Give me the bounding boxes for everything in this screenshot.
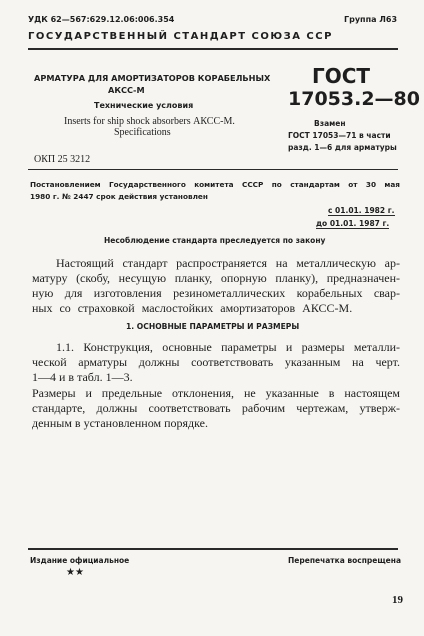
title-line2: АКСС-М <box>108 85 145 95</box>
validity-from-date: с 01.01. 1982 г. <box>328 206 395 215</box>
replaces-label: Взамен <box>314 119 346 128</box>
decree-line2: 1980 г. № 2447 срок действия установлен <box>30 192 208 201</box>
gost-number: 17053.2—80 <box>288 88 420 110</box>
para-2-line1: Размеры и предельные отклонения, не указанные в настоящем <box>32 386 400 400</box>
gost-label: ГОСТ <box>312 64 371 88</box>
validity-to-date: до 01.01. 1987 г. <box>316 219 390 228</box>
banner-title: ГОСУДАРСТВЕННЫЙ СТАНДАРТ СОЮЗА ССР <box>28 31 333 42</box>
decree-line1: Постановлением Государственного комитета СССР по стандартам от 30 мая <box>30 180 400 189</box>
para-2-line2: стандарте, должны соответствовать рабочим чертежам, утверж- <box>32 401 400 415</box>
title-line1: АРМАТУРА ДЛЯ АМОРТИЗАТОРОВ КОРАБЕЛЬНЫХ <box>34 73 271 83</box>
replaces-line2: разд. 1—6 для арматуры <box>288 143 397 152</box>
para-1-1-line1: 1.1. Конструкция, основные параметры и размеры металли- <box>56 340 400 354</box>
official-edition-label: Издание официальное <box>30 556 130 565</box>
title-rule <box>28 169 398 170</box>
replaces-line1: ГОСТ 17053—71 в части <box>288 131 391 140</box>
english-title-line2: Specifications <box>114 127 171 138</box>
para-2-line3: денным в установленном порядке. <box>32 416 208 430</box>
para-1-1-line3: 1—4 и в табл. 1—3. <box>32 370 133 384</box>
intro-line3: ную для изготовления резинометаллических корабельных свар- <box>32 286 400 300</box>
page-number: 19 <box>392 594 403 606</box>
group-code: Группа Л63 <box>344 15 398 24</box>
intro-line4: ных со страховкой маслостойких амортизаторов АКСС-М. <box>32 301 353 315</box>
banner-rule <box>28 48 398 50</box>
intro-line2: матуру (скобу, несущую планку, опорную планку), предназначен- <box>32 271 400 285</box>
stars-mark: ★★ <box>66 567 84 578</box>
english-title-line1: Inserts for ship shock absorbers АКСС-М. <box>64 116 235 127</box>
footer-rule <box>28 548 398 550</box>
legal-warning: Несоблюдение стандарта преследуется по закону <box>104 236 326 245</box>
subtitle: Технические условия <box>94 101 194 110</box>
section-heading: 1. ОСНОВНЫЕ ПАРАМЕТРЫ И РАЗМЕРЫ <box>126 322 300 331</box>
okp-code: ОКП 25 3212 <box>34 154 91 165</box>
reprint-notice: Перепечатка воспрещена <box>288 556 402 565</box>
udk-code: УДК 62—567:629.12.06:006.354 <box>28 15 175 24</box>
para-1-1-line2: ческой арматуры должны соответствовать указанным на черт. <box>32 355 400 369</box>
intro-line1: Настоящий стандарт распространяется на металлическую ар- <box>56 256 400 270</box>
